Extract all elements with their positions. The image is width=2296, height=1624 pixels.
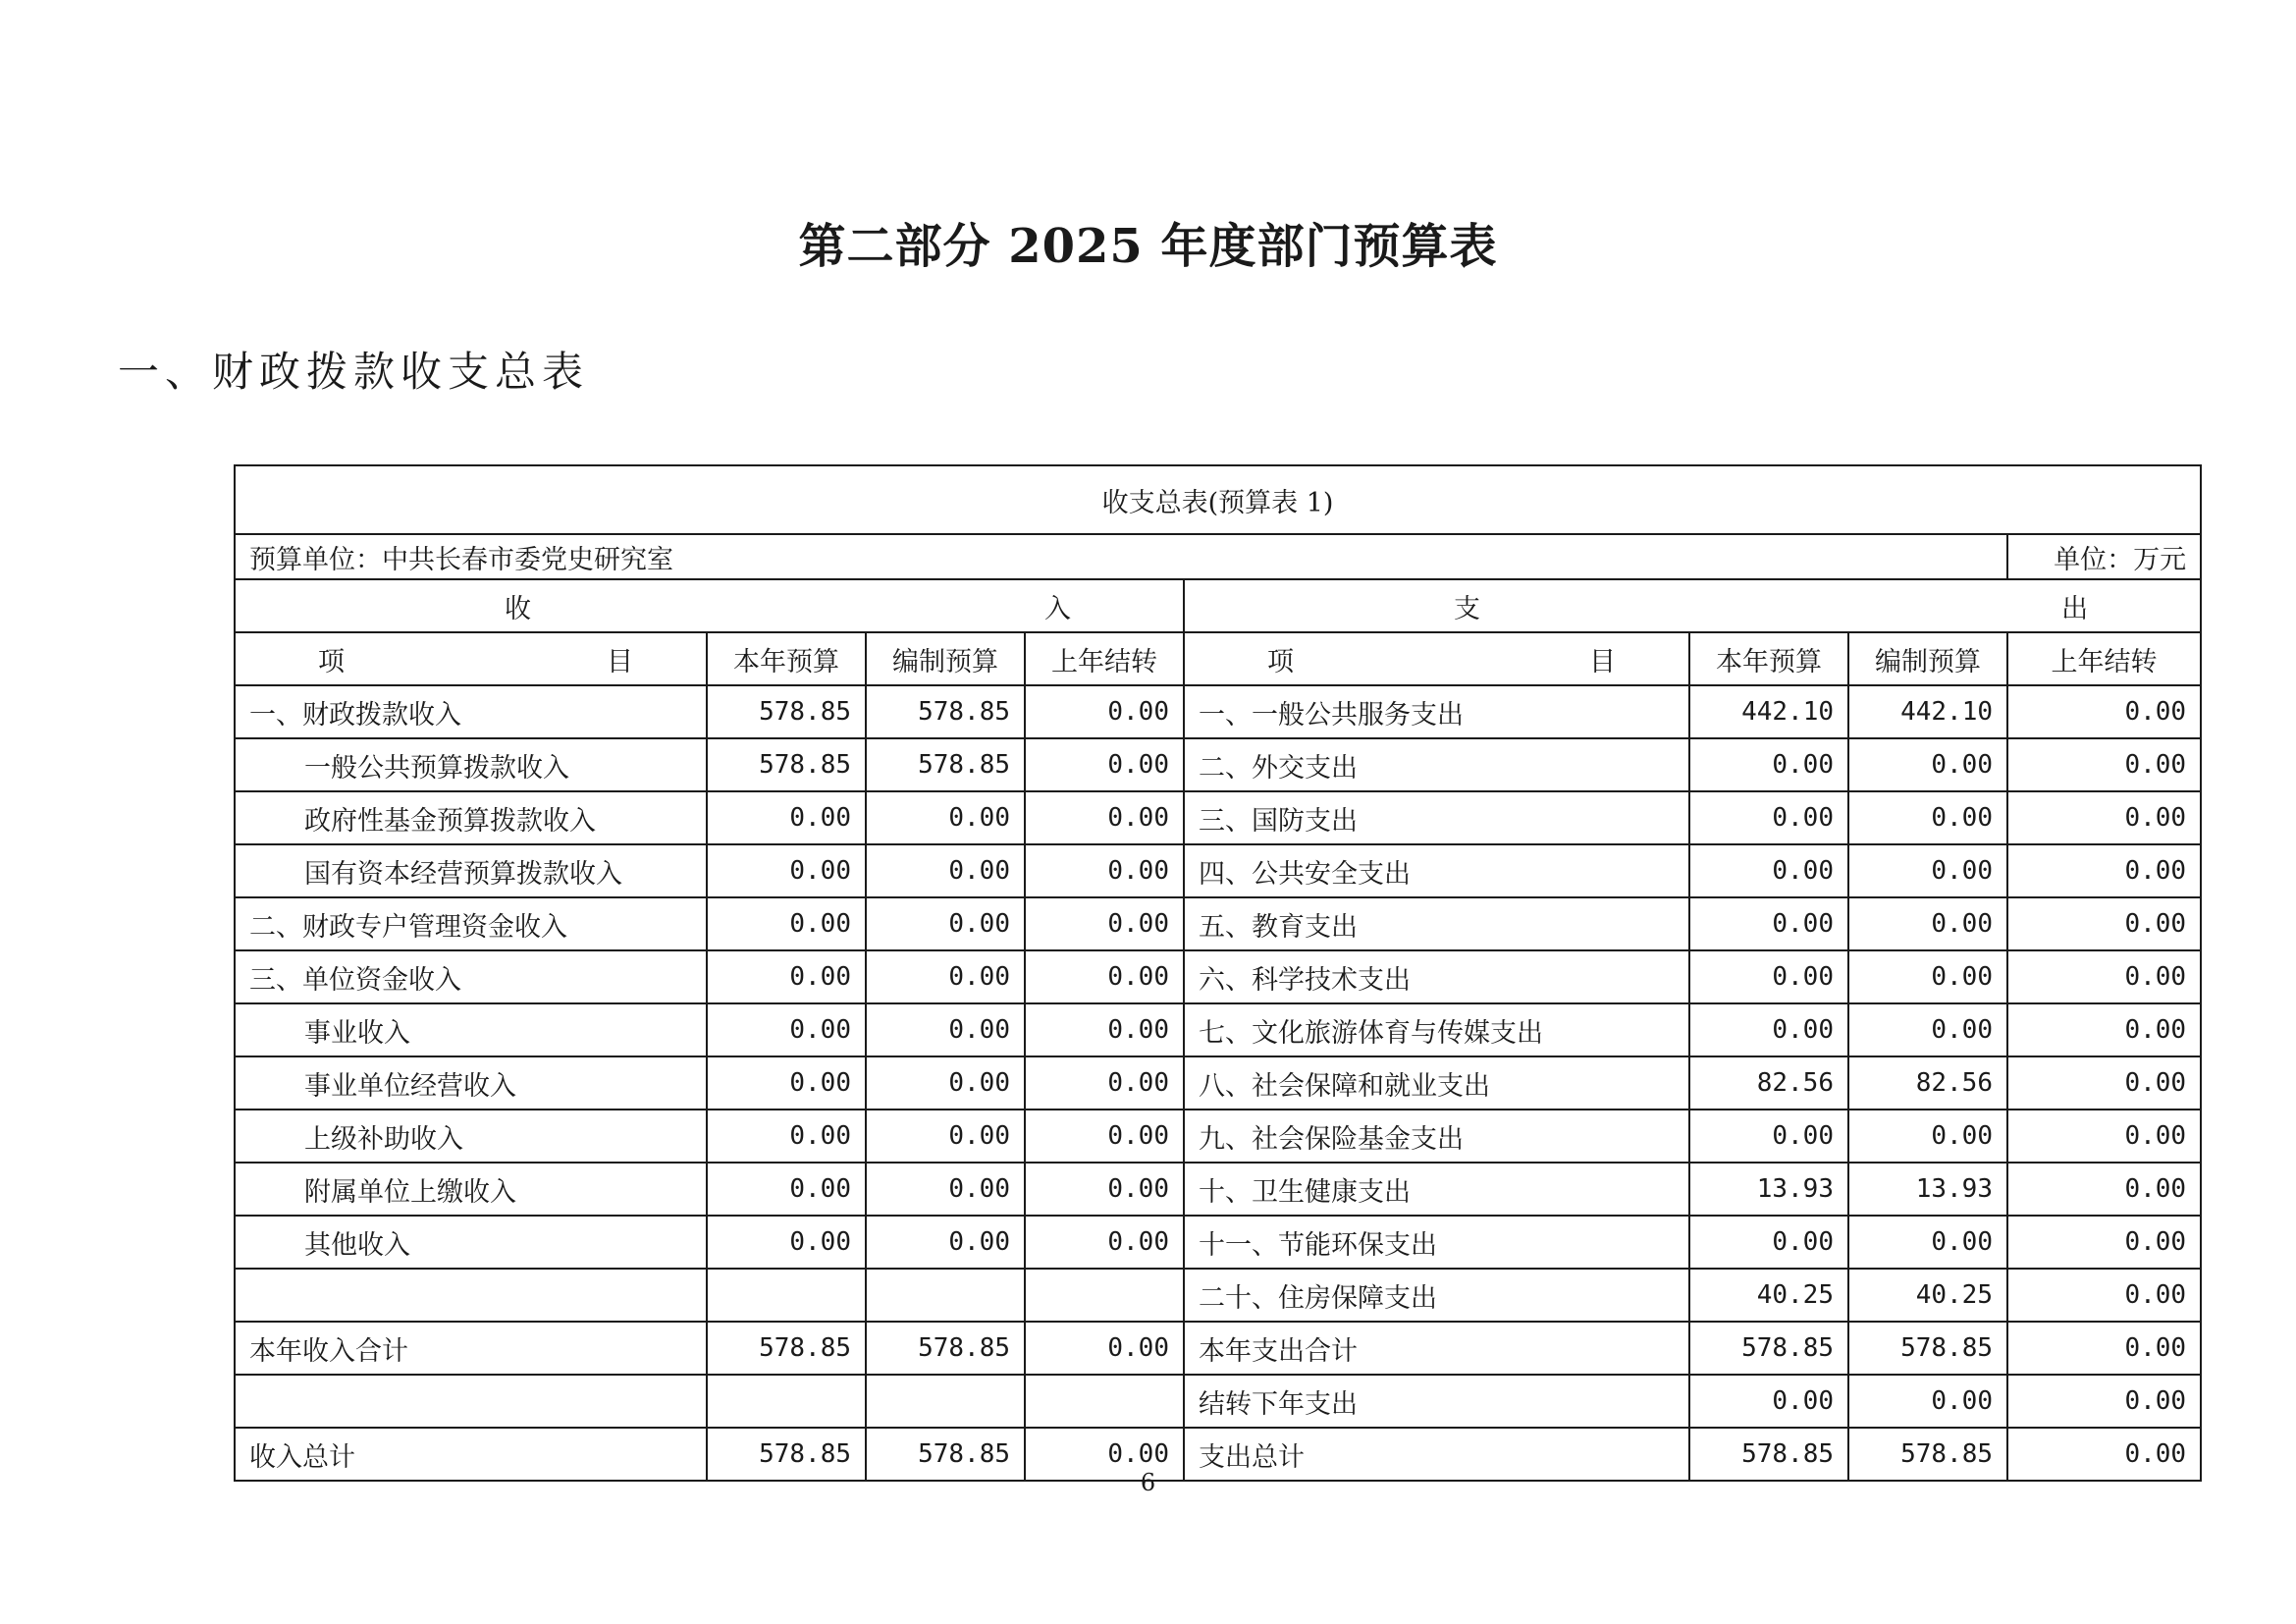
expense-item: 五、教育支出 [1184, 897, 1689, 950]
expense-carryover-header: 上年结转 [2007, 632, 2201, 685]
income-carryover-value [1025, 1375, 1184, 1428]
income-current-value: 0.00 [707, 1163, 866, 1216]
income-group-char-2: 入 [1044, 593, 1071, 624]
expense-current-value: 82.56 [1689, 1056, 1848, 1110]
income-compiled-value: 0.00 [866, 1003, 1025, 1056]
income-carryover-value: 0.00 [1025, 897, 1184, 950]
table-row [235, 791, 2201, 844]
income-current-value: 0.00 [707, 1003, 866, 1056]
income-item-header [235, 632, 707, 685]
income-compiled-value: 0.00 [866, 844, 1025, 897]
income-item: 三、单位资金收入 [235, 950, 707, 1003]
income-compiled-value: 0.00 [866, 1110, 1025, 1163]
expense-compiled-value: 578.85 [1848, 1322, 2007, 1375]
expense-compiled-value: 0.00 [1848, 1216, 2007, 1269]
expense-carryover-value: 0.00 [2007, 1110, 2201, 1163]
expense-group-header [1184, 579, 2201, 632]
income-item: 事业收入 [235, 1003, 707, 1056]
item-header-char-2: 目 [607, 646, 633, 677]
income-compiled-value [866, 1269, 1025, 1322]
income-carryover-header: 上年结转 [1025, 632, 1184, 685]
expense-current-value: 578.85 [1689, 1322, 1848, 1375]
table-caption-row [235, 465, 2201, 534]
income-current-value: 0.00 [707, 1056, 866, 1110]
income-group-char-1: 收 [505, 593, 531, 624]
income-carryover-value: 0.00 [1025, 844, 1184, 897]
income-compiled-value: 578.85 [866, 685, 1025, 738]
income-item [235, 1269, 707, 1322]
income-carryover-value: 0.00 [1025, 1163, 1184, 1216]
expense-carryover-value: 0.00 [2007, 950, 2201, 1003]
expense-compiled-value: 0.00 [1848, 844, 2007, 897]
income-compiled-value: 0.00 [866, 950, 1025, 1003]
item-header-char-1: 项 [1267, 646, 1294, 677]
income-carryover-value: 0.00 [1025, 950, 1184, 1003]
expense-carryover-value: 0.00 [2007, 1428, 2201, 1481]
income-carryover-value: 0.00 [1025, 1216, 1184, 1269]
expense-carryover-value: 0.00 [2007, 897, 2201, 950]
expense-current-value: 0.00 [1689, 738, 1848, 791]
table-row [235, 738, 2201, 791]
unit-measure-label: 单位：万元 [2007, 534, 2201, 579]
expense-current-value: 0.00 [1689, 1003, 1848, 1056]
table-row [235, 1110, 2201, 1163]
expense-carryover-value: 0.00 [2007, 844, 2201, 897]
income-compiled-value: 0.00 [866, 1056, 1025, 1110]
expense-current-value: 0.00 [1689, 897, 1848, 950]
expense-item: 六、科学技术支出 [1184, 950, 1689, 1003]
income-current-value [707, 1269, 866, 1322]
table-row [235, 1216, 2201, 1269]
page-title: 第二部分 2025 年度部门预算表 [798, 219, 1498, 274]
income-current-value: 0.00 [707, 1216, 866, 1269]
expense-item: 二、外交支出 [1184, 738, 1689, 791]
income-item: 二、财政专户管理资金收入 [235, 897, 707, 950]
expense-carryover-value: 0.00 [2007, 1163, 2201, 1216]
table-row [235, 897, 2201, 950]
income-carryover-value: 0.00 [1025, 685, 1184, 738]
income-current-value: 0.00 [707, 1110, 866, 1163]
expense-current-value: 0.00 [1689, 844, 1848, 897]
table-row [235, 950, 2201, 1003]
income-item: 国有资本经营预算拨款收入 [235, 844, 707, 897]
income-compiled-value: 0.00 [866, 1163, 1025, 1216]
table-row [235, 844, 2201, 897]
income-current-value: 578.85 [707, 1428, 866, 1481]
income-compiled-header: 编制预算 [866, 632, 1025, 685]
budget-summary-table [234, 464, 2202, 1482]
expense-carryover-value: 0.00 [2007, 738, 2201, 791]
income-current-value: 0.00 [707, 844, 866, 897]
income-item [235, 1375, 707, 1428]
expense-compiled-value: 0.00 [1848, 897, 2007, 950]
expense-carryover-value: 0.00 [2007, 1056, 2201, 1110]
income-item: 上级补助收入 [235, 1110, 707, 1163]
income-compiled-value [866, 1375, 1025, 1428]
expense-item: 三、国防支出 [1184, 791, 1689, 844]
income-current-value: 578.85 [707, 738, 866, 791]
income-compiled-value: 578.85 [866, 1322, 1025, 1375]
expense-compiled-value: 0.00 [1848, 1003, 2007, 1056]
expense-group-char-2: 出 [2061, 593, 2089, 624]
table-row [235, 685, 2201, 738]
expense-current-value: 442.10 [1689, 685, 1848, 738]
table-row [235, 1375, 2201, 1428]
expense-item: 本年支出合计 [1184, 1322, 1689, 1375]
expense-carryover-value: 0.00 [2007, 1216, 2201, 1269]
income-group-header [235, 579, 1184, 632]
income-item: 一般公共预算拨款收入 [235, 738, 707, 791]
table-row [235, 1003, 2201, 1056]
expense-compiled-value: 0.00 [1848, 738, 2007, 791]
expense-item: 九、社会保险基金支出 [1184, 1110, 1689, 1163]
income-compiled-value: 578.85 [866, 738, 1025, 791]
income-compiled-value: 578.85 [866, 1428, 1025, 1481]
expense-carryover-value: 0.00 [2007, 1003, 2201, 1056]
table-row [235, 1269, 2201, 1322]
expense-compiled-value: 442.10 [1848, 685, 2007, 738]
income-current-value: 0.00 [707, 791, 866, 844]
expense-carryover-value: 0.00 [2007, 1375, 2201, 1428]
table-row [235, 1056, 2201, 1110]
income-compiled-value: 0.00 [866, 1216, 1025, 1269]
income-item: 本年收入合计 [235, 1322, 707, 1375]
page-number: 6 [1140, 1469, 1156, 1496]
income-compiled-value: 0.00 [866, 897, 1025, 950]
item-header-char-2: 目 [1589, 646, 1616, 677]
expense-compiled-value: 0.00 [1848, 1375, 2007, 1428]
income-carryover-value: 0.00 [1025, 1056, 1184, 1110]
income-item: 事业单位经营收入 [235, 1056, 707, 1110]
expense-item: 十、卫生健康支出 [1184, 1163, 1689, 1216]
income-carryover-value: 0.00 [1025, 1322, 1184, 1375]
expense-current-value: 0.00 [1689, 791, 1848, 844]
expense-item: 结转下年支出 [1184, 1375, 1689, 1428]
income-carryover-value: 0.00 [1025, 1428, 1184, 1481]
expense-item: 四、公共安全支出 [1184, 844, 1689, 897]
budget-unit-label: 预算单位：中共长春市委党史研究室 [235, 534, 2007, 579]
expense-current-value: 0.00 [1689, 1110, 1848, 1163]
income-item: 政府性基金预算拨款收入 [235, 791, 707, 844]
expense-compiled-value: 82.56 [1848, 1056, 2007, 1110]
income-item: 收入总计 [235, 1428, 707, 1481]
expense-item: 八、社会保障和就业支出 [1184, 1056, 1689, 1110]
expense-compiled-value: 0.00 [1848, 1110, 2007, 1163]
income-item: 一、财政拨款收入 [235, 685, 707, 738]
income-carryover-value [1025, 1269, 1184, 1322]
income-carryover-value: 0.00 [1025, 1110, 1184, 1163]
expense-current-value: 0.00 [1689, 1375, 1848, 1428]
expense-compiled-value: 0.00 [1848, 950, 2007, 1003]
expense-compiled-header: 编制预算 [1848, 632, 2007, 685]
expense-item: 七、文化旅游体育与传媒支出 [1184, 1003, 1689, 1056]
expense-item: 支出总计 [1184, 1428, 1689, 1481]
expense-carryover-value: 0.00 [2007, 685, 2201, 738]
expense-item: 二十、住房保障支出 [1184, 1269, 1689, 1322]
income-current-value: 578.85 [707, 685, 866, 738]
income-current-value: 0.00 [707, 950, 866, 1003]
expense-compiled-value: 0.00 [1848, 791, 2007, 844]
income-current-header: 本年预算 [707, 632, 866, 685]
income-item: 附属单位上缴收入 [235, 1163, 707, 1216]
expense-current-value: 13.93 [1689, 1163, 1848, 1216]
expense-item: 一、一般公共服务支出 [1184, 685, 1689, 738]
table-row [235, 1322, 2201, 1375]
income-carryover-value: 0.00 [1025, 1003, 1184, 1056]
income-compiled-value: 0.00 [866, 791, 1025, 844]
expense-current-value: 0.00 [1689, 950, 1848, 1003]
item-header-char-1: 项 [318, 646, 345, 677]
income-carryover-value: 0.00 [1025, 738, 1184, 791]
expense-current-header: 本年预算 [1689, 632, 1848, 685]
expense-carryover-value: 0.00 [2007, 1269, 2201, 1322]
expense-carryover-value: 0.00 [2007, 1322, 2201, 1375]
column-header-row [235, 632, 2201, 685]
section-title: 一、财政拨款收支总表 [118, 348, 590, 396]
table-caption: 收支总表(预算表 1) [235, 465, 2201, 534]
expense-item-header [1184, 632, 1689, 685]
expense-compiled-value: 40.25 [1848, 1269, 2007, 1322]
income-current-value: 0.00 [707, 897, 866, 950]
expense-carryover-value: 0.00 [2007, 791, 2201, 844]
expense-compiled-value: 578.85 [1848, 1428, 2007, 1481]
table-row [235, 1163, 2201, 1216]
expense-current-value: 0.00 [1689, 1216, 1848, 1269]
income-carryover-value: 0.00 [1025, 791, 1184, 844]
income-current-value [707, 1375, 866, 1428]
expense-group-char-1: 支 [1454, 593, 1480, 624]
expense-item: 十一、节能环保支出 [1184, 1216, 1689, 1269]
unit-row [235, 534, 2201, 579]
expense-compiled-value: 13.93 [1848, 1163, 2007, 1216]
income-item: 其他收入 [235, 1216, 707, 1269]
group-header-row [235, 579, 2201, 632]
expense-current-value: 40.25 [1689, 1269, 1848, 1322]
income-current-value: 578.85 [707, 1322, 866, 1375]
expense-current-value: 578.85 [1689, 1428, 1848, 1481]
